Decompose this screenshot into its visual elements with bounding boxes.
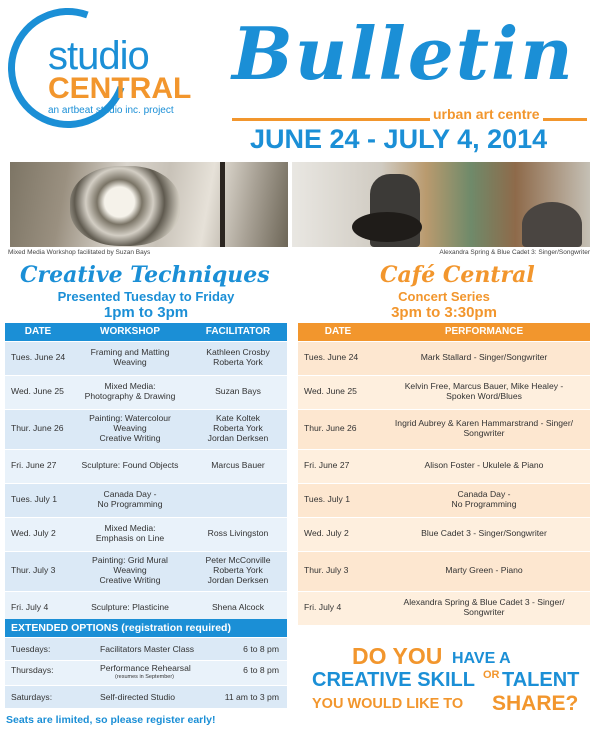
table-row [298,341,590,375]
table-row [298,409,590,449]
slogan-share: SHARE? [492,692,579,715]
ext-activity: Self-directed Studio [100,692,175,702]
ext-activity: Performance Rehearsal [100,663,191,673]
row-date: Tues. June 24 [5,341,71,375]
row-performance: Marty Green - Piano [378,551,590,591]
table-row [298,551,590,591]
row-date: Thur. June 26 [298,409,378,449]
creative-title: Creative Techniques [20,262,270,288]
cafe-title: Café Central [380,262,535,288]
row-performance: Alexandra Spring & Blue Cadet 3 - Singer/ Songwriter [378,591,590,625]
row-date: Thur. July 3 [5,551,71,591]
ext-day: Thursdays: [11,665,54,675]
row-workshop: Mixed Media: Photography & Drawing [71,375,189,409]
row-date: Fri. July 4 [298,591,378,625]
row-date: Tues. July 1 [298,483,378,517]
cafe-subtitle: Concert Series [398,289,490,304]
concert-photo [292,162,590,247]
extended-row [5,661,287,685]
table-row [298,483,590,517]
slogan-or: OR [483,669,500,681]
brush-stand [220,162,225,247]
workshop-table [5,323,287,625]
date-range: JUNE 24 - JULY 4, 2014 [250,124,548,154]
table-row [298,517,590,551]
row-date: Wed. June 25 [298,375,378,409]
extended-row [5,686,287,708]
ext-note: (resumes in September) [115,674,174,680]
ext-time: 6 to 8 pm [243,665,279,675]
logo-tagline: an artbeat studio inc. project [48,105,174,116]
table-row [5,483,287,517]
artwork-face [70,166,180,246]
table-row [5,409,287,449]
row-date: Thur. June 26 [5,409,71,449]
row-performance: Blue Cadet 3 - Singer/Songwriter [378,517,590,551]
slogan-creative-skill: CREATIVE SKILL [312,669,475,691]
photo-caption-left: Mixed Media Workshop facilitated by Suzan Bays [8,249,151,256]
concert-table-header [298,323,590,341]
table-row [298,375,590,409]
guitar-shape [352,212,422,242]
logo [8,8,213,128]
row-date: Tues. June 24 [298,341,378,375]
row-date: Fri. June 27 [5,449,71,483]
row-performance: Mark Stallard - Singer/Songwriter [378,341,590,375]
slogan-do-you: DO YOU [352,643,443,669]
ext-day: Tuesdays: [11,644,51,654]
row-workshop: Painting: Watercolour Weaving Creative Writing [71,409,189,449]
slogan-you-would: YOU WOULD LIKE TO [312,696,464,712]
row-date: Tues. July 1 [5,483,71,517]
ext-day: Saturdays: [11,692,53,702]
row-workshop: Sculpture: Plasticine [71,591,189,625]
row-workshop: Mixed Media: Emphasis on Line [71,517,189,551]
row-facilitator: Kathleen Crosby Roberta York [189,341,287,375]
page-title: Bulletin [232,11,575,96]
table-row [5,517,287,551]
row-date: Fri. June 27 [298,449,378,483]
drummer-figure [522,202,582,247]
workshop-table-header [5,323,287,341]
row-workshop: Painting: Grid Mural Weaving Creative Writing [71,551,189,591]
concert-table [298,323,590,625]
row-performance: Alison Foster - Ukulele & Piano [378,449,590,483]
workshop-photo [10,162,288,247]
row-facilitator: Ross Livingston [189,517,287,551]
extended-row [5,638,287,660]
row-performance: Kelvin Free, Marcus Bauer, Mike Healey - Spoken Word/Blues [378,375,590,409]
row-workshop: Sculpture: Found Objects [71,449,189,483]
ext-time: 6 to 8 pm [243,644,279,654]
row-date: Fri. July 4 [5,591,71,625]
row-facilitator: Shena Alcock [189,591,287,625]
row-workshop: Framing and Matting Weaving [71,341,189,375]
col-performance: PERFORMANCE [378,323,590,341]
row-workshop: Canada Day - No Programming [71,483,189,517]
creative-time: 1pm to 3pm [103,304,189,321]
col-facilitator: FACILITATOR [189,323,287,341]
photo-caption-right: Alexandra Spring & Blue Cadet 3: Singer/Songwriter [439,249,590,256]
table-row [5,375,287,409]
slogan-talent: TALENT [502,669,580,691]
creative-subtitle: Presented Tuesday to Friday [57,289,235,304]
table-row [5,449,287,483]
row-facilitator: Marcus Bauer [189,449,287,483]
logo-studio: studio [48,34,149,78]
slogan-have-a: HAVE A [452,650,511,667]
subtitle: urban art centre [430,107,543,121]
row-facilitator [189,483,287,517]
ext-time: 11 am to 3 pm [224,692,279,702]
row-performance: Ingrid Aubrey & Karen Hammarstrand - Singer/ Songwriter [378,409,590,449]
cafe-time: 3pm to 3:30pm [391,304,497,321]
row-facilitator: Kate Koltek Roberta York Jordan Derksen [189,409,287,449]
table-row [298,449,590,483]
row-performance: Canada Day - No Programming [378,483,590,517]
seats-note: Seats are limited, so please register early! [6,714,216,726]
extended-options-header: EXTENDED OPTIONS (registration required) [5,619,287,637]
row-date: Wed. June 25 [5,375,71,409]
row-date: Wed. July 2 [298,517,378,551]
table-row [298,591,590,625]
row-date: Thur. July 3 [298,551,378,591]
table-row [5,551,287,591]
col-date: DATE [298,323,378,341]
logo-central: CENTRAL [48,72,192,105]
col-workshop: WORKSHOP [71,323,189,341]
col-date: DATE [5,323,71,341]
row-facilitator: Peter McConville Roberta York Jordan Derksen [189,551,287,591]
table-row [5,341,287,375]
ext-activity: Facilitators Master Class [100,644,195,654]
row-date: Wed. July 2 [5,517,71,551]
row-facilitator: Suzan Bays [189,375,287,409]
